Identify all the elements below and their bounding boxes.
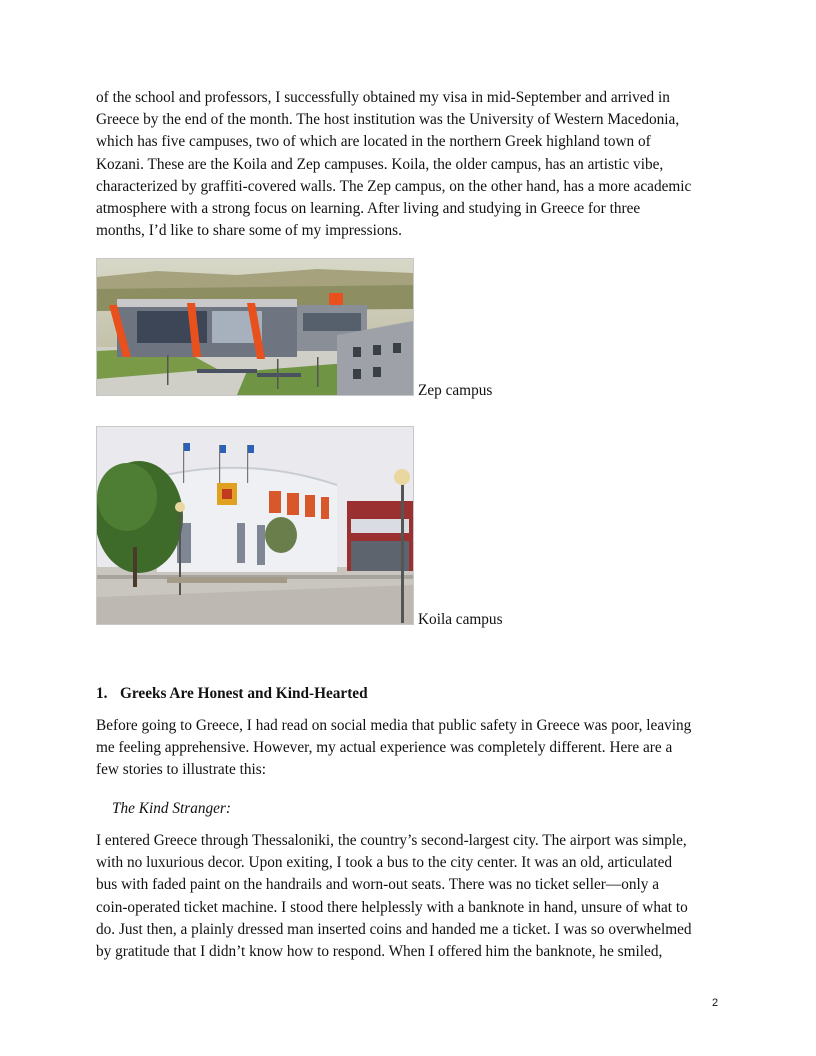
text-line: which has five campuses, two of which are located in the northern Greek highland town of xyxy=(96,133,651,151)
text-line: Kozani. These are the Koila and Zep campuses. Koila, the older campus, has an artistic vibe, xyxy=(96,155,664,173)
koila-campus-caption: Koila campus xyxy=(418,611,503,628)
text-line: me feeling apprehensive. However, my actual experience was completely different. Here are a xyxy=(96,739,673,757)
text-line: coin-operated ticket machine. I stood there helplessly with a banknote in hand, unsure of what to xyxy=(96,898,688,916)
text-line: few stories to illustrate this: xyxy=(96,761,266,779)
section-heading xyxy=(96,683,368,705)
intro-paragraph xyxy=(96,87,726,242)
text-line: characterized by graffiti-covered walls. The Zep campus, on the other hand, has a more academic xyxy=(96,177,692,195)
section-intro-paragraph xyxy=(96,715,726,782)
koila-campus-photo xyxy=(96,426,414,625)
section-number: 1. xyxy=(96,685,108,702)
page-number: 2 xyxy=(712,997,719,1009)
text-line: atmosphere with a strong focus on learning. After living and studying in Greece for three xyxy=(96,200,641,218)
text-line: bus with faded paint on the handrails and worn-out seats. There was no ticket seller—only a xyxy=(96,876,660,894)
text-line: do. Just then, a plainly dressed man inserted coins and handed me a ticket. I was so overwhelmed xyxy=(96,920,692,938)
story-subheading: The Kind Stranger: xyxy=(112,800,231,817)
text-line: Greece by the end of the month. The host institution was the University of Western Macedonia, xyxy=(96,111,680,129)
text-line: by gratitude that I didn’t know how to respond. When I offered him the banknote, he smiled, xyxy=(96,943,663,961)
text-line: Before going to Greece, I had read on social media that public safety in Greece was poor, leaving xyxy=(96,717,692,734)
text-line: I entered Greece through Thessaloniki, the country’s second-largest city. The airport was simple, xyxy=(96,832,687,849)
text-line: of the school and professors, I successfully obtained my visa in mid-September and arrived in xyxy=(96,89,670,106)
text-line: months, I’d like to share some of my impressions. xyxy=(96,222,402,240)
text-line: with no luxurious decor. Upon exiting, I took a bus to the city center. It was an old, articulated xyxy=(96,854,673,872)
section-title: Greeks Are Honest and Kind-Hearted xyxy=(120,685,368,702)
zep-campus-caption: Zep campus xyxy=(418,382,493,399)
story-paragraph xyxy=(96,830,726,963)
zep-campus-photo xyxy=(96,258,414,396)
